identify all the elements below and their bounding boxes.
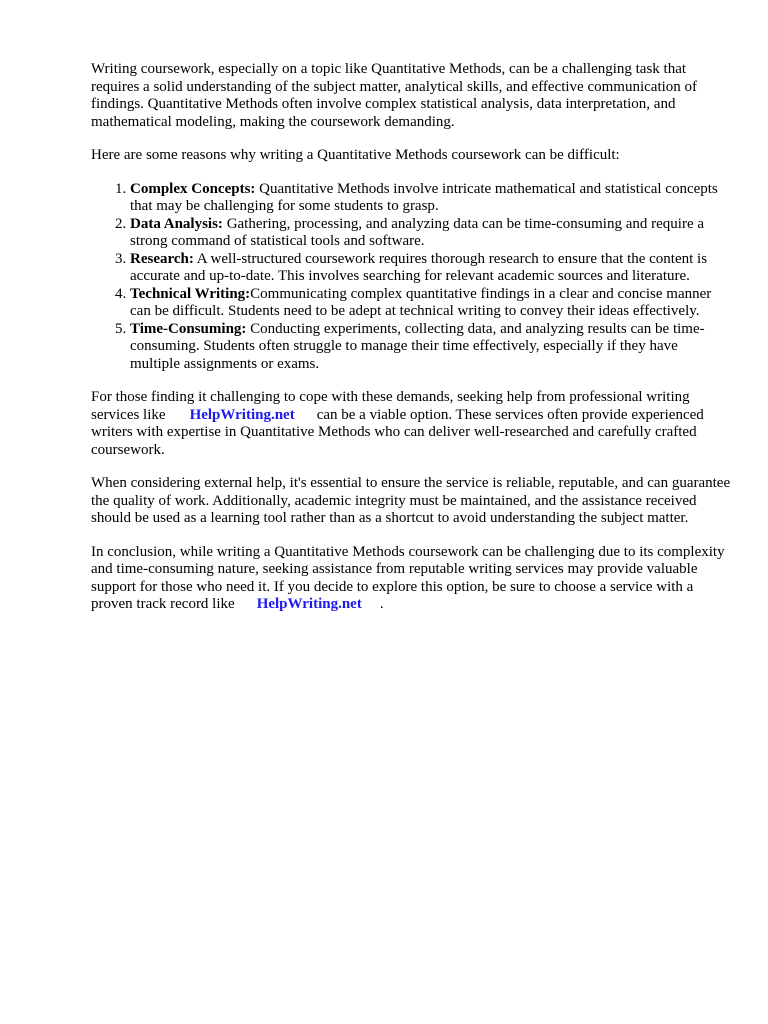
help-paragraph: [91, 389, 731, 459]
help-text-before: For those finding it challenging to cope with these demands, seeking help from professional writing services like: [91, 389, 690, 423]
reason-term: Research:: [130, 250, 194, 267]
reason-text: Quantitative Methods involve intricate mathematical and statistical concepts that may be challenging for some students to grasp.: [130, 180, 718, 214]
list-item: [130, 181, 731, 216]
reason-term: Complex Concepts:: [130, 180, 256, 197]
reason-text: Gathering, processing, and analyzing data can be time-consuming and require a strong command of statistical tools and software.: [130, 215, 705, 249]
reason-text: A well-structured coursework requires thorough research to ensure that the content is accurate and up-to-date. This involves searching for relevant academic sources and literature.: [130, 250, 708, 284]
caution-paragraph: When considering external help, it's essential to ensure the service is reliable, reputable, and can guarantee the quality of work. Additionally, academic integrity must be maintained, and the assistance received should be used as a learning tool rather than as a shortcut to avoid understanding the subject matter.: [91, 475, 731, 526]
reason-term: Technical Writing:: [130, 285, 251, 302]
conclusion-paragraph: [91, 544, 731, 614]
list-item: [130, 286, 731, 321]
reason-term: Time-Consuming:: [130, 320, 247, 337]
reasons-list: [91, 181, 731, 374]
reason-term: Data Analysis:: [130, 215, 223, 232]
reasons-lead-paragraph: Here are some reasons why writing a Quantitative Methods coursework can be difficult:: [91, 147, 620, 163]
helpwriting-link[interactable]: HelpWriting.net: [189, 406, 295, 423]
helpwriting-link-conclusion[interactable]: HelpWriting.net: [256, 596, 362, 612]
document-page: [91, 61, 731, 630]
conclusion-text-after: .: [379, 596, 384, 612]
list-item: [130, 251, 731, 286]
list-item: [130, 216, 731, 251]
conclusion-text-before: In conclusion, while writing a Quantitative Methods coursework can be challenging due to its complexity and time-consuming nature, seeking assistance from reputable writing services may provide valuable support for those who need it. If you decide to explore this option, be sure to choose a service with a proven track record like: [91, 543, 725, 612]
help-text-after: can be a viable option. These services often provide experienced writers with expertise in Quantitative Methods who can deliver well-researched and carefully crafted coursework.: [91, 406, 704, 458]
reason-text: Communicating complex quantitative findings in a clear and concise manner can be difficult. Students need to be adept at technical writing to convey their ideas effectively.: [130, 285, 712, 319]
intro-paragraph: Writing coursework, especially on a topic like Quantitative Methods, can be a challenging task that requires a solid understanding of the subject matter, analytical skills, and effective communication of findings. Quantitative Methods often involve complex statistical analysis, data interpretation, and mathematical modeling, making the coursework demanding.: [91, 61, 698, 130]
list-item: [130, 321, 731, 374]
reason-text: Conducting experiments, collecting data, and analyzing results can be time-consuming. Students often struggle to manage their time effectively, especially if they have multiple assignments or exams.: [130, 320, 705, 372]
